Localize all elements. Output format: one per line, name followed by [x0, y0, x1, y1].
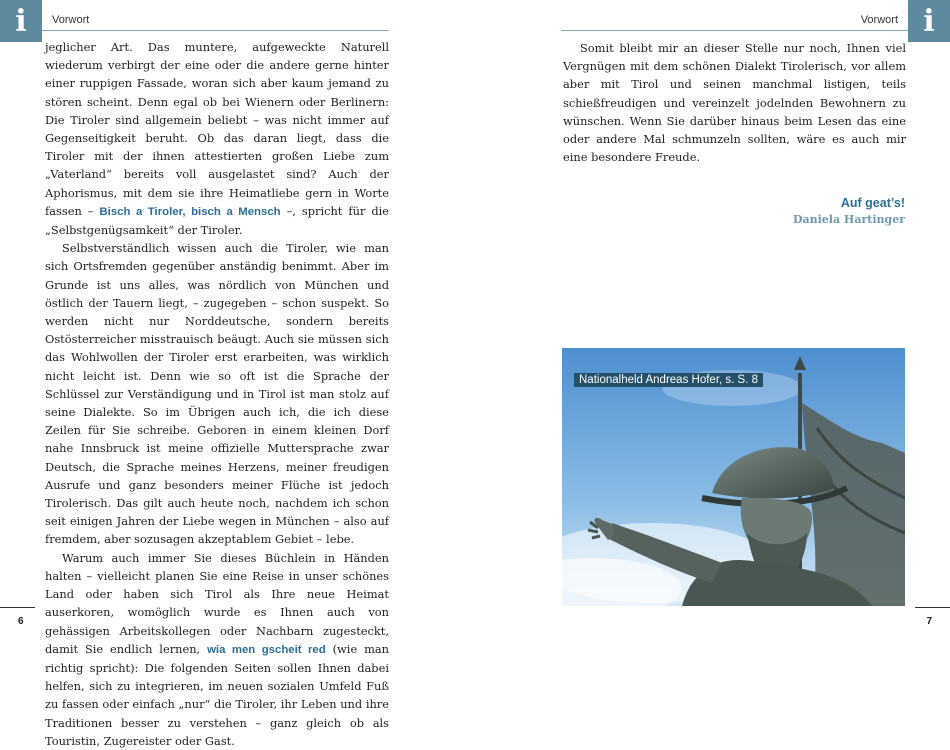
text-run: Selbstverständlich wissen auch die Tiroler, wie man sich Ortsfremden gegenüber anständig benimmt. Aber im Grunde ist uns alles, was nördlich von München und östlich der Tauern liegt, – zugegeben – schon suspekt. So werden nicht nur Norddeutsche, sondern bereits Ostösterreicher misstrauisch beäugt. Auch sie müssen sich das Wohlwollen der Tiroler erst erarbeiten, was wirklich nicht leicht ist. Denn wie so oft ist die Sprache der Schlüssel zur Verständigung und in Tirol ist man stolz auf seine Dialekte. So im Übrigen auch ich, die ich diese Zeilen für Sie schreibe. Geboren in einem kleinen Dorf nahe Innsbruck ist meine offizielle Muttersprache zwar Deutsch, die Sprache meines Herzens, meiner freudigen Ausrufe und ganz besonders meiner Flüche ist jedoch Tirolerisch. Das gilt auch heute noch, nachdem ich schon seit einigen Jahren der Liebe wegen in München – also auf fremdem, aber sozusagen akzeptablem Gebiet – lebe.	[45, 241, 389, 547]
photo-caption: Nationalheld Andreas Hofer, s. S. 8	[574, 373, 763, 387]
signature-block	[793, 196, 905, 226]
statue-photo	[562, 348, 905, 606]
paragraph	[45, 38, 389, 239]
paragraph	[45, 239, 389, 548]
text-run: Warum auch immer Sie dieses Büchlein in Händen halten – vielleicht planen Sie eine Reise in unser schönes Land oder haben sich Tirol als Ihre neue Heimat auserkoren, womöglich wurde es Ihnen auch von gehässigen Arbeitskollegen oder Nachbarn zugesteckt, damit Sie endlich lernen,	[45, 550, 389, 656]
left-page	[0, 0, 475, 748]
text-run: (wie man richtig spricht): Die folgenden Seiten sollen Ihnen dabei helfen, sich zu integrieren, im neuen sozialen Umfeld Fuß zu fassen oder einfach „nur“ die Tiroler, ihr Leben und ihre Traditionen besser zu verstehen – ganz gleich ob als Touristin, Zugereister oder Gast.	[45, 641, 390, 748]
running-header: Vorwort	[860, 14, 898, 26]
page-number: 6	[18, 616, 24, 627]
page-number: 7	[926, 616, 932, 627]
footer-rule	[915, 607, 950, 608]
body-text	[563, 39, 906, 166]
header-rule	[561, 30, 908, 31]
header-rule	[42, 30, 389, 31]
footer-rule	[0, 607, 35, 608]
info-tab-icon: i	[0, 0, 42, 42]
info-tab-icon: i	[908, 0, 950, 42]
author-name: Daniela Hartinger	[792, 213, 905, 226]
body-text	[45, 38, 389, 750]
text-run: –, spricht für die „Selbstgenügsamkeit“ der Tiroler.	[45, 203, 389, 238]
paragraph: Somit bleibt mir an dieser Stelle nur noch, Ihnen viel Vergnügen mit dem schönen Dialekt Tirolerisch, vor allem aber mit Tirol und seinen manchmal listigen, teils schießfreudigen und vereinzelt jodelnden Bewohnern zu wünschen. Wenn Sie darüber hinaus beim Lesen das eine oder andere Mal schmunzeln sollten, wäre es auch mir eine besondere Freude.	[563, 41, 906, 165]
dialect-phrase: wia men gscheit red	[207, 643, 326, 656]
closing-greeting: Auf geat’s!	[840, 196, 905, 210]
text-run: jeglicher Art. Das muntere, aufgeweckte Naturell wiederum verbirgt der eine oder die andere gerne hinter einer ruppigen Fassade, woran sich aber kaum jemand zu stören scheint. Denn egal ob bei Wienern oder Berlinern: Die Tiroler sind allgemein beliebt – was nicht immer auf Gegenseitigkeit beruht. Ob das daran liegt, dass die Tiroler mit der ihnen attestierten großen Liebe zum „Vaterland“ bereits voll ausgelastet sind? Auch der Aphorismus, mit dem sie ihre Heimatliebe gern in Worte fassen –	[45, 40, 389, 218]
running-header: Vorwort	[52, 14, 90, 26]
paragraph	[45, 549, 389, 750]
right-page	[475, 0, 950, 648]
dialect-phrase: Bisch a Tiroler, bisch a Mensch	[99, 205, 281, 218]
